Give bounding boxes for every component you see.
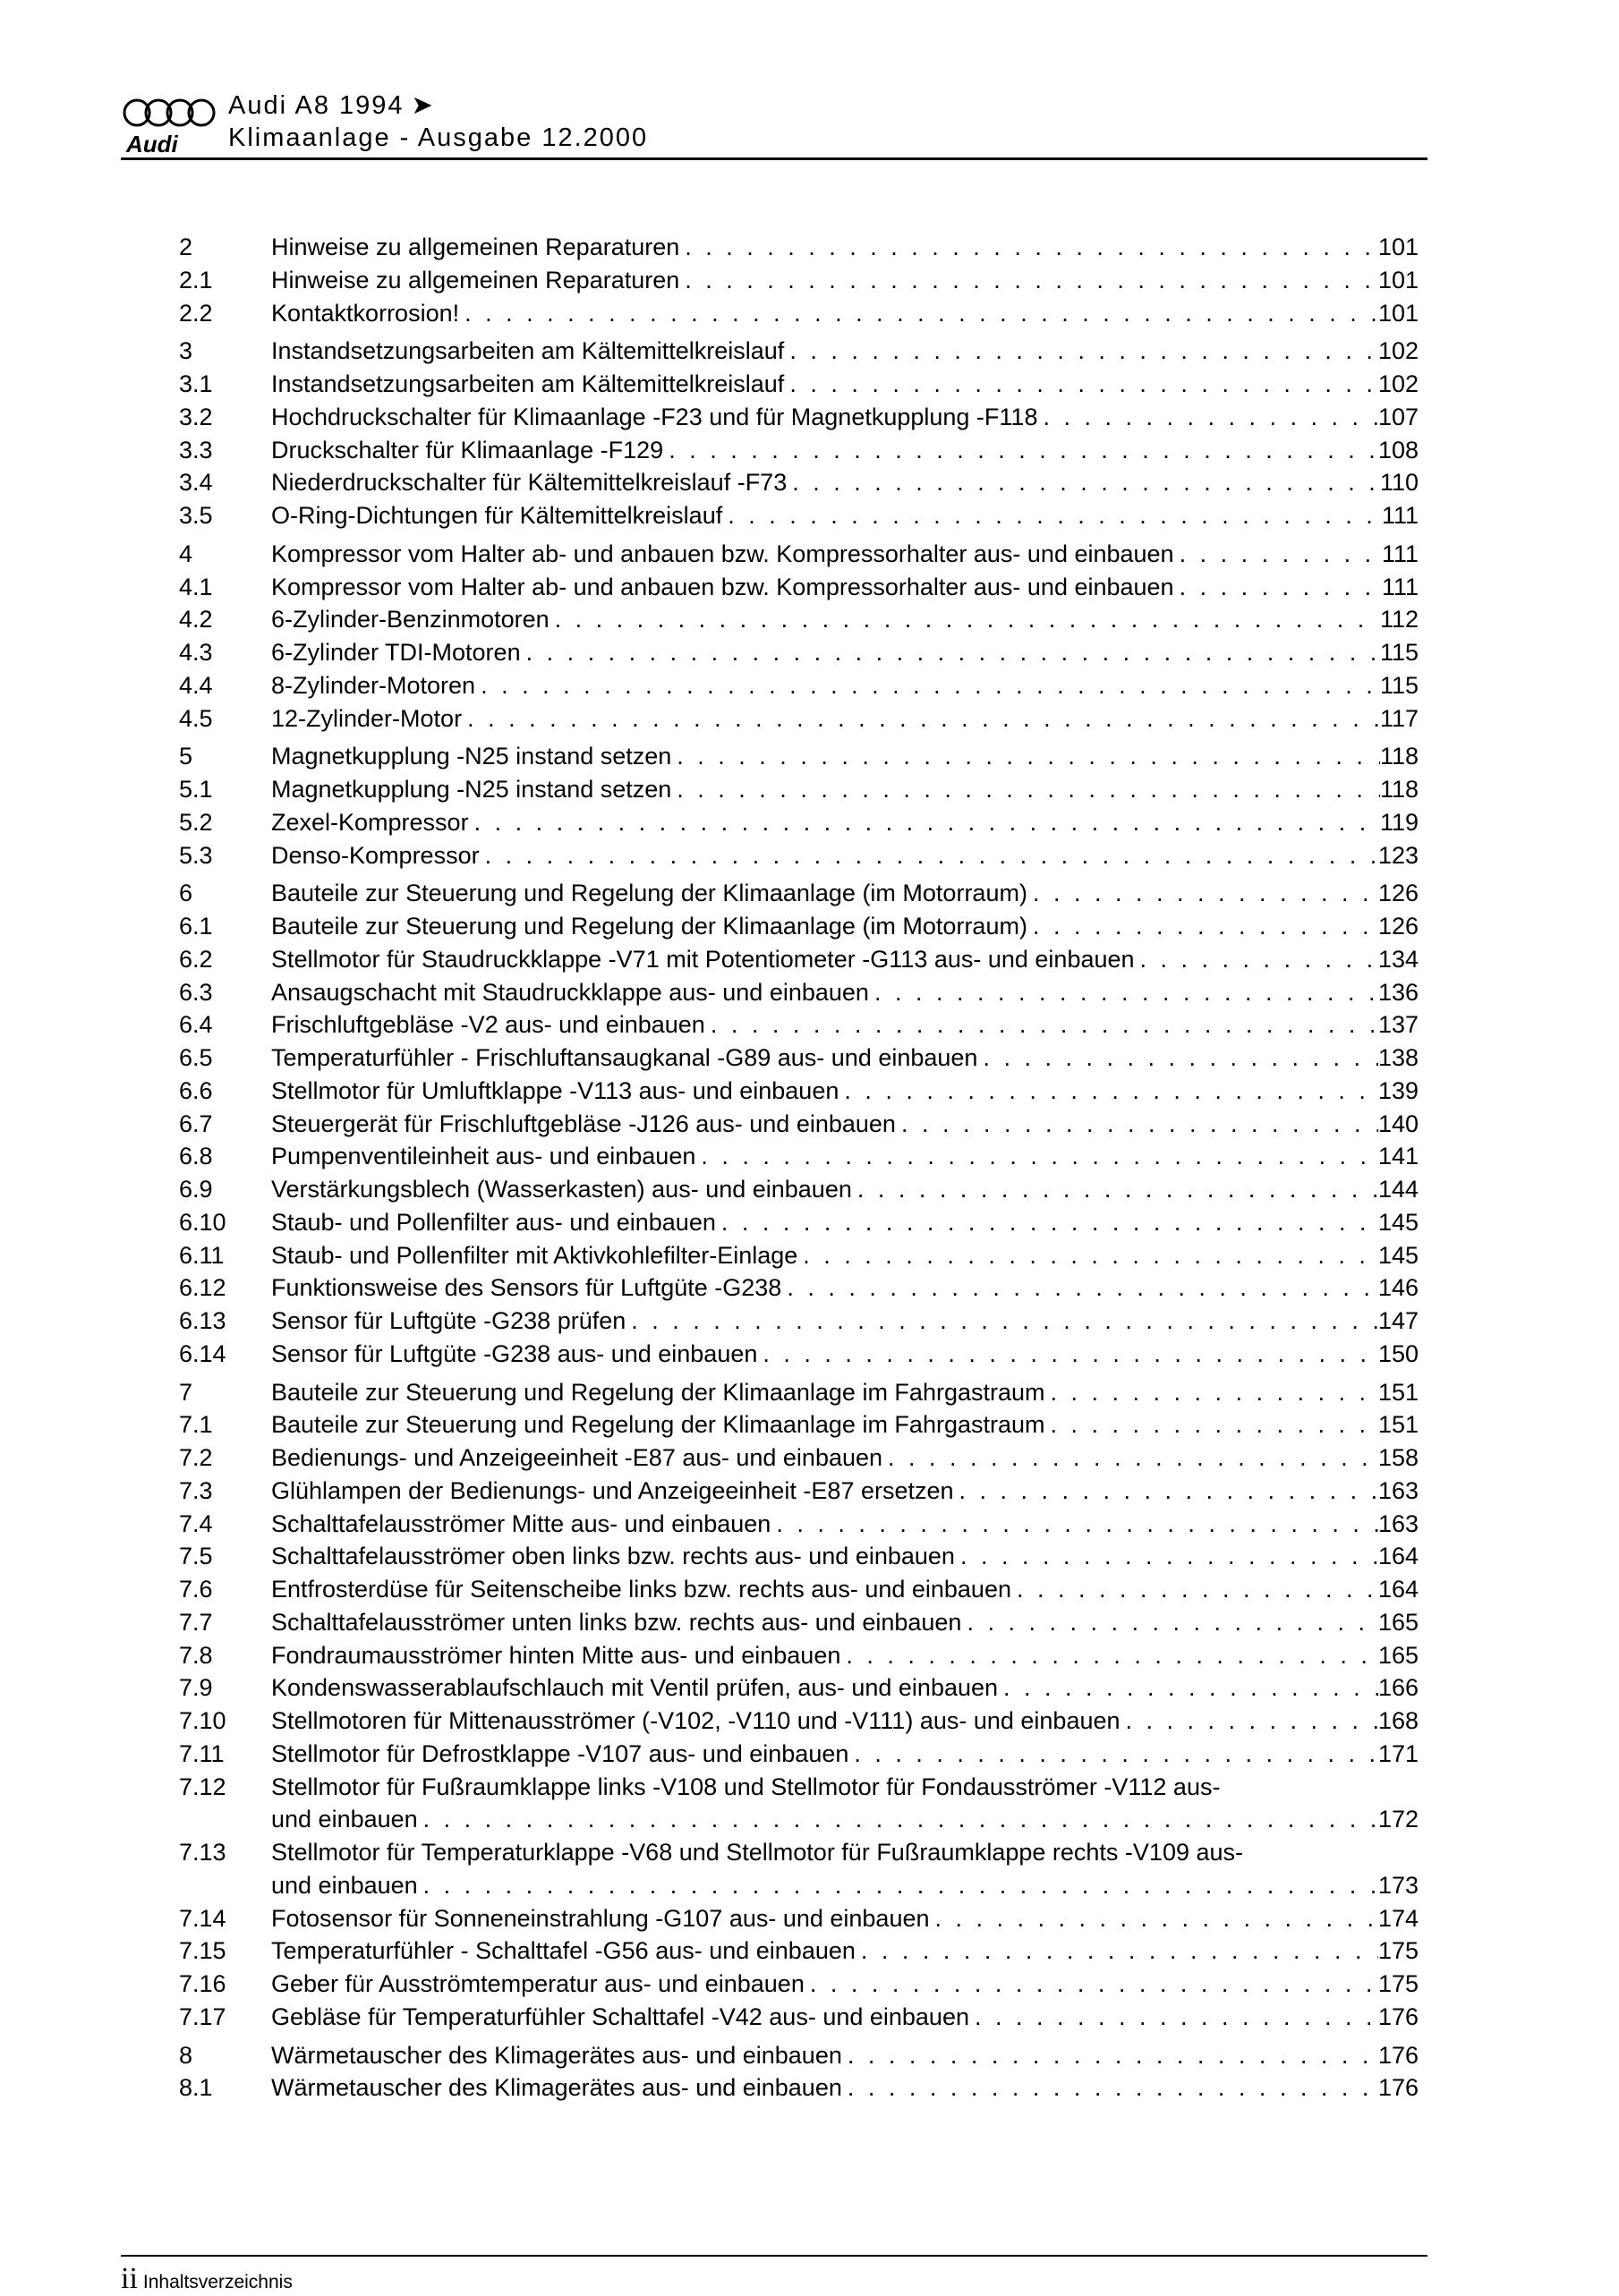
toc-entry: [179, 2071, 1419, 2105]
toc-entry: [179, 1008, 1419, 1042]
toc-entry: [179, 1206, 1419, 1239]
toc-entry: [179, 603, 1419, 636]
dot-leader: [679, 264, 1378, 297]
toc-number: 7.13: [179, 1839, 226, 1866]
toc-title: Stellmotor für Staudruckklappe -V71 mit Potentiometer -G113 aus- und einbauen: [271, 945, 1135, 973]
dot-leader: [1135, 943, 1378, 976]
dot-leader: [882, 1441, 1378, 1475]
toc-title: Bauteile zur Steuerung und Regelung der Klimaanlage (im Motorraum): [271, 913, 1027, 940]
toc-page-number: 115: [1379, 671, 1419, 699]
toc-page-number: 139: [1377, 1076, 1419, 1104]
toc-entry: [179, 839, 1419, 872]
toc-entry: [179, 943, 1419, 976]
toc-page-number: 150: [1377, 1339, 1419, 1367]
toc-title: Staub- und Pollenfilter aus- und einbauen: [271, 1208, 716, 1236]
dot-leader: [469, 806, 1380, 839]
toc-title: Denso-Kompressor: [271, 841, 480, 869]
toc-entry: [179, 1239, 1419, 1272]
dot-leader: [840, 1639, 1378, 1672]
toc-title: Stellmotoren für Mittenausströmer (-V102, -V110 und -V111) aus- und einbauen: [271, 1707, 1121, 1734]
toc-entry: [179, 1108, 1419, 1141]
toc-page-number: 165: [1377, 1608, 1419, 1636]
toc-entry: [179, 434, 1419, 467]
toc-entry: [179, 976, 1419, 1009]
toc-page-number: 173: [1377, 1871, 1419, 1899]
toc-number: 5.3: [179, 841, 213, 869]
dot-leader: [1045, 1408, 1378, 1441]
toc-title: Hinweise zu allgemeinen Reparaturen: [271, 266, 680, 293]
toc-number: 4.3: [179, 639, 213, 666]
toc-number: 6.3: [179, 978, 213, 1006]
toc-page-number: 175: [1377, 1937, 1419, 1965]
toc-number: 7.7: [179, 1608, 213, 1636]
dot-leader: [480, 839, 1378, 872]
toc-page-number: 123: [1377, 841, 1419, 869]
dot-leader: [784, 368, 1378, 401]
header-model-line: [228, 89, 648, 122]
header-subtitle: Klimaanlage - Ausgabe 12.2000: [228, 123, 649, 152]
toc-title: Zexel-Kompressor: [271, 808, 469, 836]
toc-number: 7.9: [179, 1674, 213, 1702]
dot-leader: [784, 335, 1378, 368]
toc-title: Niederdruckschalter für Kältemittelkreislauf -F73: [271, 469, 788, 497]
toc-page-number: 176: [1377, 2074, 1419, 2102]
toc-page-number: 138: [1377, 1044, 1419, 1071]
toc-number: 7.3: [179, 1476, 213, 1504]
toc-chapter-entry: [179, 538, 1419, 571]
toc-title: Gebläse für Temperaturfühler Schalttafel -V42 aus- und einbauen: [271, 2003, 969, 2030]
toc-title: Stellmotor für Umluftklappe -V113 aus- und einbauen: [271, 1076, 839, 1104]
toc-entry: [179, 910, 1419, 943]
model-title: Audi A8 1994: [228, 91, 405, 120]
toc-entry: [179, 1441, 1419, 1475]
dot-leader: [869, 976, 1378, 1009]
dot-leader: [1037, 401, 1377, 434]
toc-number: 3.1: [179, 370, 213, 397]
dot-leader: [839, 1075, 1378, 1108]
page-number: ii: [121, 2262, 138, 2295]
toc-entry: [179, 297, 1419, 330]
dot-leader: [848, 1738, 1378, 1771]
toc-entry: [179, 1271, 1419, 1305]
toc-title: 6-Zylinder-Benzinmotoren: [271, 606, 550, 634]
dot-leader: [663, 434, 1378, 467]
toc-page-number: 151: [1377, 1411, 1419, 1439]
dot-leader: [852, 1173, 1378, 1206]
toc-title: Temperaturfühler - Frischluftansaugkanal -G89 aus- und einbauen: [271, 1044, 978, 1071]
toc-number: 3.4: [179, 469, 213, 497]
toc-title: Schalttafelausströmer oben links bzw. rechts aus- und einbauen: [271, 1543, 955, 1570]
toc-entry: [179, 1935, 1419, 1968]
dot-leader: [1121, 1705, 1378, 1738]
page-footer: [121, 2262, 293, 2296]
toc-entry: [179, 1968, 1419, 2001]
dot-leader: [1045, 1376, 1378, 1409]
toc-title: Entfrosterdüse für Seitenscheibe links bzw. rechts aus- und einbauen: [271, 1576, 1011, 1603]
toc-entry: [179, 773, 1419, 806]
toc-number: 4.2: [179, 606, 213, 634]
toc-page-number: 174: [1377, 1904, 1419, 1932]
dot-leader: [1174, 571, 1382, 604]
toc-entry: [179, 702, 1419, 736]
dot-leader: [856, 1935, 1378, 1968]
dot-leader: [930, 1902, 1378, 1935]
toc-entry: [179, 1671, 1419, 1705]
dot-leader: [1174, 538, 1382, 571]
toc-title: Kondenswasserablaufschlauch mit Ventil prüfen, aus- und einbauen: [271, 1674, 999, 1702]
toc-title: Bedienungs- und Anzeigeeinheit -E87 aus- und einbauen: [271, 1444, 883, 1471]
toc-page-number: 151: [1377, 1378, 1419, 1406]
toc-entry: [179, 1173, 1419, 1206]
toc-number: 6.4: [179, 1011, 213, 1039]
toc-number: 2: [179, 234, 193, 260]
section-label: Inhaltsverzeichnis: [142, 2272, 293, 2292]
dot-leader: [805, 1968, 1378, 2001]
dot-leader: [842, 2071, 1378, 2105]
toc-title: Ansaugschacht mit Staudruckklappe aus- und einbauen: [271, 978, 869, 1006]
dot-leader: [1027, 877, 1378, 910]
footer-divider: [121, 2255, 1427, 2257]
toc-number: 7.14: [179, 1904, 226, 1932]
dot-leader: [969, 2001, 1378, 2034]
toc-title: 12-Zylinder-Motor: [271, 704, 463, 732]
dot-leader: [955, 1540, 1378, 1573]
toc-title: Wärmetauscher des Klimagerätes aus- und einbauen: [271, 2041, 842, 2069]
toc-page-number: 163: [1377, 1476, 1419, 1504]
toc-number: 7: [179, 1378, 193, 1406]
toc-number: 8.1: [179, 2074, 213, 2102]
toc-page-number: 137: [1377, 1011, 1419, 1039]
toc-page-number: 117: [1379, 704, 1419, 732]
toc-page-number: 101: [1377, 266, 1419, 293]
dot-leader: [961, 1606, 1377, 1639]
dot-leader: [550, 603, 1380, 636]
toc-title: Hochdruckschalter für Klimaanlage -F23 und für Magnetkupplung -F118: [271, 403, 1038, 430]
audi-logo-icon: [121, 93, 219, 156]
dot-leader: [771, 1508, 1378, 1541]
toc-title: Fotosensor für Sonneneinstrahlung -G107 aus- und einbauen: [271, 1904, 930, 1932]
toc-page-number: 101: [1377, 299, 1419, 327]
toc-number: 7.11: [179, 1739, 225, 1767]
toc-chapter-entry: [179, 740, 1419, 773]
toc-entry: [179, 401, 1419, 434]
toc-chapter-entry: [179, 877, 1419, 910]
toc-title: Staub- und Pollenfilter mit Aktivkohlefilter-Einlage: [271, 1241, 798, 1269]
toc-title: Hinweise zu allgemeinen Reparaturen: [271, 234, 680, 260]
toc-page-number: 118: [1379, 776, 1419, 803]
toc-number: 2.2: [179, 299, 213, 327]
toc-number: 8: [179, 2041, 193, 2069]
toc-entry: [179, 2001, 1419, 2034]
dot-leader: [475, 669, 1380, 702]
toc-title: O-Ring-Dichtungen für Kältemittelkreislauf: [271, 502, 723, 529]
page-header: [121, 89, 1427, 159]
toc-title: Instandsetzungsarbeiten am Kältemittelkreislauf: [271, 370, 785, 397]
dot-leader: [462, 702, 1380, 736]
toc-page-number: 168: [1377, 1707, 1419, 1734]
toc-entry: [179, 264, 1419, 297]
toc-page-number: 165: [1377, 1641, 1419, 1669]
toc-title: Geber für Ausströmtemperatur aus- und einbauen: [271, 1970, 805, 1997]
dot-leader: [1027, 910, 1378, 943]
toc-number: 7.6: [179, 1576, 213, 1603]
dot-leader: [716, 1206, 1378, 1239]
toc-title: und einbauen: [271, 1806, 418, 1833]
toc-entry: [179, 1508, 1419, 1541]
dot-leader: [671, 740, 1380, 773]
dot-leader: [521, 636, 1380, 669]
toc-number: 5.1: [179, 776, 213, 803]
dot-leader: [797, 1239, 1378, 1272]
toc-page-number: 115: [1379, 639, 1419, 666]
toc-entry: [179, 1140, 1419, 1173]
toc-page-number: 140: [1377, 1110, 1419, 1137]
toc-page-number: 171: [1377, 1739, 1419, 1767]
toc-entry: [179, 1836, 1419, 1902]
toc-title: Sensor für Luftgüte -G238 prüfen: [271, 1307, 626, 1334]
dot-leader: [842, 2039, 1378, 2072]
toc-title: und einbauen: [271, 1871, 418, 1899]
toc-chapter-entry: [179, 2039, 1419, 2072]
toc-page-number: 102: [1377, 370, 1419, 397]
toc-title: Schalttafelausströmer unten links bzw. rechts aus- und einbauen: [271, 1608, 962, 1636]
toc-page-number: 176: [1377, 2003, 1419, 2030]
toc-number: 7.16: [179, 1970, 226, 1997]
toc-number: 6.8: [179, 1143, 213, 1170]
toc-number: 6.5: [179, 1044, 213, 1071]
toc-number: 7.10: [179, 1707, 226, 1734]
toc-title: Schalttafelausströmer Mitte aus- und einbauen: [271, 1509, 771, 1537]
toc-number: 2.1: [179, 266, 213, 293]
toc-number: 7.4: [179, 1509, 213, 1537]
toc-page-number: 141: [1377, 1143, 1419, 1170]
toc-title-first-line: Stellmotor für Temperaturklappe -V68 und Stellmotor für Fußraumklappe rechts -V109 aus-: [271, 1839, 1243, 1866]
toc-entry: [179, 1738, 1419, 1771]
toc-entry: [179, 1705, 1419, 1738]
toc-number: 7.2: [179, 1444, 213, 1471]
toc-page-number: 126: [1377, 880, 1419, 907]
toc-title: 8-Zylinder-Motoren: [271, 671, 476, 699]
dot-leader: [781, 1271, 1378, 1305]
toc-number: 7.12: [179, 1773, 226, 1800]
dot-leader: [757, 1338, 1378, 1371]
toc-page-number: 118: [1379, 743, 1419, 770]
toc-number: 3.2: [179, 403, 213, 430]
toc-number: 6.1: [179, 913, 213, 940]
toc-entry: [179, 499, 1419, 532]
dot-leader: [418, 1869, 1378, 1902]
table-of-contents: [179, 231, 1419, 2105]
toc-title: Kompressor vom Halter ab- und anbauen bzw. Kompressorhalter aus- und einbauen: [271, 573, 1174, 600]
toc-page-number: 111: [1381, 540, 1419, 567]
toc-entry: [179, 1475, 1419, 1508]
toc-page-number: 108: [1377, 436, 1419, 463]
toc-page-number: 147: [1377, 1307, 1419, 1334]
toc-title: Kontaktkorrosion!: [271, 299, 460, 327]
toc-title: Magnetkupplung -N25 instand setzen: [271, 743, 672, 770]
toc-title: Fondraumausströmer hinten Mitte aus- und einbauen: [271, 1641, 841, 1669]
dot-leader: [977, 1042, 1377, 1075]
dot-leader: [679, 231, 1378, 264]
toc-number: 3.5: [179, 502, 213, 529]
toc-number: 6.6: [179, 1076, 213, 1104]
dot-leader: [695, 1140, 1378, 1173]
toc-title: Stellmotor für Defrostklappe -V107 aus- und einbauen: [271, 1739, 849, 1767]
toc-number: 7.17: [179, 2003, 226, 2030]
toc-page-number: 158: [1377, 1444, 1419, 1471]
dot-leader: [626, 1305, 1378, 1338]
toc-entry: [179, 1771, 1419, 1837]
toc-page-number: 126: [1377, 913, 1419, 940]
toc-page-number: 145: [1377, 1208, 1419, 1236]
toc-page-number: 111: [1381, 502, 1419, 529]
toc-title: Bauteile zur Steuerung und Regelung der Klimaanlage (im Motorraum): [271, 880, 1027, 907]
toc-page-number: 164: [1377, 1543, 1419, 1570]
toc-title: Glühlampen der Bedienungs- und Anzeigeeinheit -E87 ersetzen: [271, 1476, 954, 1504]
toc-page-number: 145: [1377, 1241, 1419, 1269]
dot-leader: [896, 1108, 1378, 1141]
dot-leader: [418, 1803, 1378, 1836]
toc-entry: [179, 571, 1419, 604]
toc-number: 5: [179, 743, 193, 770]
toc-title: Bauteile zur Steuerung und Regelung der Klimaanlage im Fahrgastraum: [271, 1411, 1045, 1439]
toc-number: 4.5: [179, 704, 213, 732]
toc-page-number: 172: [1377, 1806, 1419, 1833]
toc-entry: [179, 1540, 1419, 1573]
toc-number: 7.1: [179, 1411, 213, 1439]
toc-title: Bauteile zur Steuerung und Regelung der Klimaanlage im Fahrgastraum: [271, 1378, 1045, 1406]
toc-title: Temperaturfühler - Schalttafel -G56 aus- und einbauen: [271, 1937, 856, 1965]
toc-page-number: 136: [1377, 978, 1419, 1006]
dot-leader: [954, 1475, 1378, 1508]
toc-number: 6.12: [179, 1274, 226, 1302]
dot-leader: [705, 1008, 1378, 1042]
toc-page-number: 101: [1377, 234, 1419, 260]
toc-page-number: 102: [1377, 337, 1419, 365]
toc-entry: [179, 1338, 1419, 1371]
toc-page-number: 163: [1377, 1509, 1419, 1537]
toc-entry: [179, 1305, 1419, 1338]
toc-number: 6.2: [179, 945, 213, 973]
toc-title: Instandsetzungsarbeiten am Kältemittelkreislauf: [271, 337, 785, 365]
toc-title-first-line: Stellmotor für Fußraumklappe links -V108 und Stellmotor für Fondausströmer -V112 aus-: [271, 1773, 1221, 1800]
toc-entry: [179, 636, 1419, 669]
dot-leader: [671, 773, 1380, 806]
toc-number: 6.9: [179, 1176, 213, 1203]
toc-page-number: 110: [1379, 469, 1419, 497]
audi-logo-text: Audi: [126, 131, 178, 156]
toc-title: Sensor für Luftgüte -G238 aus- und einbauen: [271, 1339, 758, 1367]
toc-entry: [179, 1639, 1419, 1672]
toc-page-number: 111: [1381, 573, 1419, 600]
toc-chapter-entry: [179, 1376, 1419, 1409]
toc-number: 7.15: [179, 1937, 226, 1965]
toc-title: Druckschalter für Klimaanlage -F129: [271, 436, 664, 463]
toc-number: 7.8: [179, 1641, 213, 1669]
toc-number: 3.3: [179, 436, 213, 463]
toc-entry: [179, 1042, 1419, 1075]
toc-number: 6: [179, 880, 193, 907]
toc-number: 6.14: [179, 1339, 226, 1367]
toc-entry: [179, 368, 1419, 401]
dot-leader: [722, 499, 1382, 532]
toc-page-number: 164: [1377, 1576, 1419, 1603]
toc-title: 6-Zylinder TDI-Motoren: [271, 639, 521, 666]
toc-number: 4: [179, 540, 193, 567]
toc-number: 6.11: [179, 1241, 225, 1269]
dot-leader: [459, 297, 1378, 330]
toc-page-number: 112: [1379, 606, 1419, 634]
toc-page-number: 119: [1379, 808, 1419, 836]
toc-number: 6.13: [179, 1307, 226, 1334]
toc-entry: [179, 1075, 1419, 1108]
toc-page-number: 134: [1377, 945, 1419, 973]
toc-number: 7.5: [179, 1543, 213, 1570]
toc-number: 4.4: [179, 671, 213, 699]
dot-leader: [787, 466, 1380, 499]
toc-number: 6.10: [179, 1208, 226, 1236]
toc-entry: [179, 669, 1419, 702]
toc-chapter-entry: [179, 335, 1419, 368]
arrow-icon: ➤: [411, 91, 435, 120]
toc-page-number: 166: [1377, 1674, 1419, 1702]
toc-number: 5.2: [179, 808, 213, 836]
toc-title: Pumpenventileinheit aus- und einbauen: [271, 1143, 696, 1170]
toc-title: Verstärkungsblech (Wasserkasten) aus- und einbauen: [271, 1176, 852, 1203]
toc-title: Steuergerät für Frischluftgebläse -J126 aus- und einbauen: [271, 1110, 896, 1137]
toc-page-number: 107: [1377, 403, 1419, 430]
toc-number: 4.1: [179, 573, 213, 600]
toc-page-number: 144: [1377, 1176, 1419, 1203]
toc-page-number: 146: [1377, 1274, 1419, 1302]
dot-leader: [1011, 1573, 1378, 1606]
dot-leader: [998, 1671, 1378, 1705]
toc-number: 3: [179, 337, 193, 365]
toc-entry: [179, 466, 1419, 499]
toc-entry: [179, 1573, 1419, 1606]
toc-entry: [179, 1902, 1419, 1935]
toc-title: Magnetkupplung -N25 instand setzen: [271, 776, 672, 803]
toc-title: Frischluftgebläse -V2 aus- und einbauen: [271, 1011, 705, 1039]
toc-page-number: 175: [1377, 1970, 1419, 1997]
toc-chapter-entry: [179, 231, 1419, 264]
header-divider: [121, 157, 1427, 160]
toc-entry: [179, 1606, 1419, 1639]
toc-title: Wärmetauscher des Klimagerätes aus- und einbauen: [271, 2074, 842, 2102]
toc-title: Kompressor vom Halter ab- und anbauen bzw. Kompressorhalter aus- und einbauen: [271, 540, 1174, 567]
toc-title: Funktionsweise des Sensors für Luftgüte -G238: [271, 1274, 782, 1302]
toc-entry: [179, 806, 1419, 839]
toc-number: 6.7: [179, 1110, 213, 1137]
toc-entry: [179, 1408, 1419, 1441]
toc-page-number: 176: [1377, 2041, 1419, 2069]
